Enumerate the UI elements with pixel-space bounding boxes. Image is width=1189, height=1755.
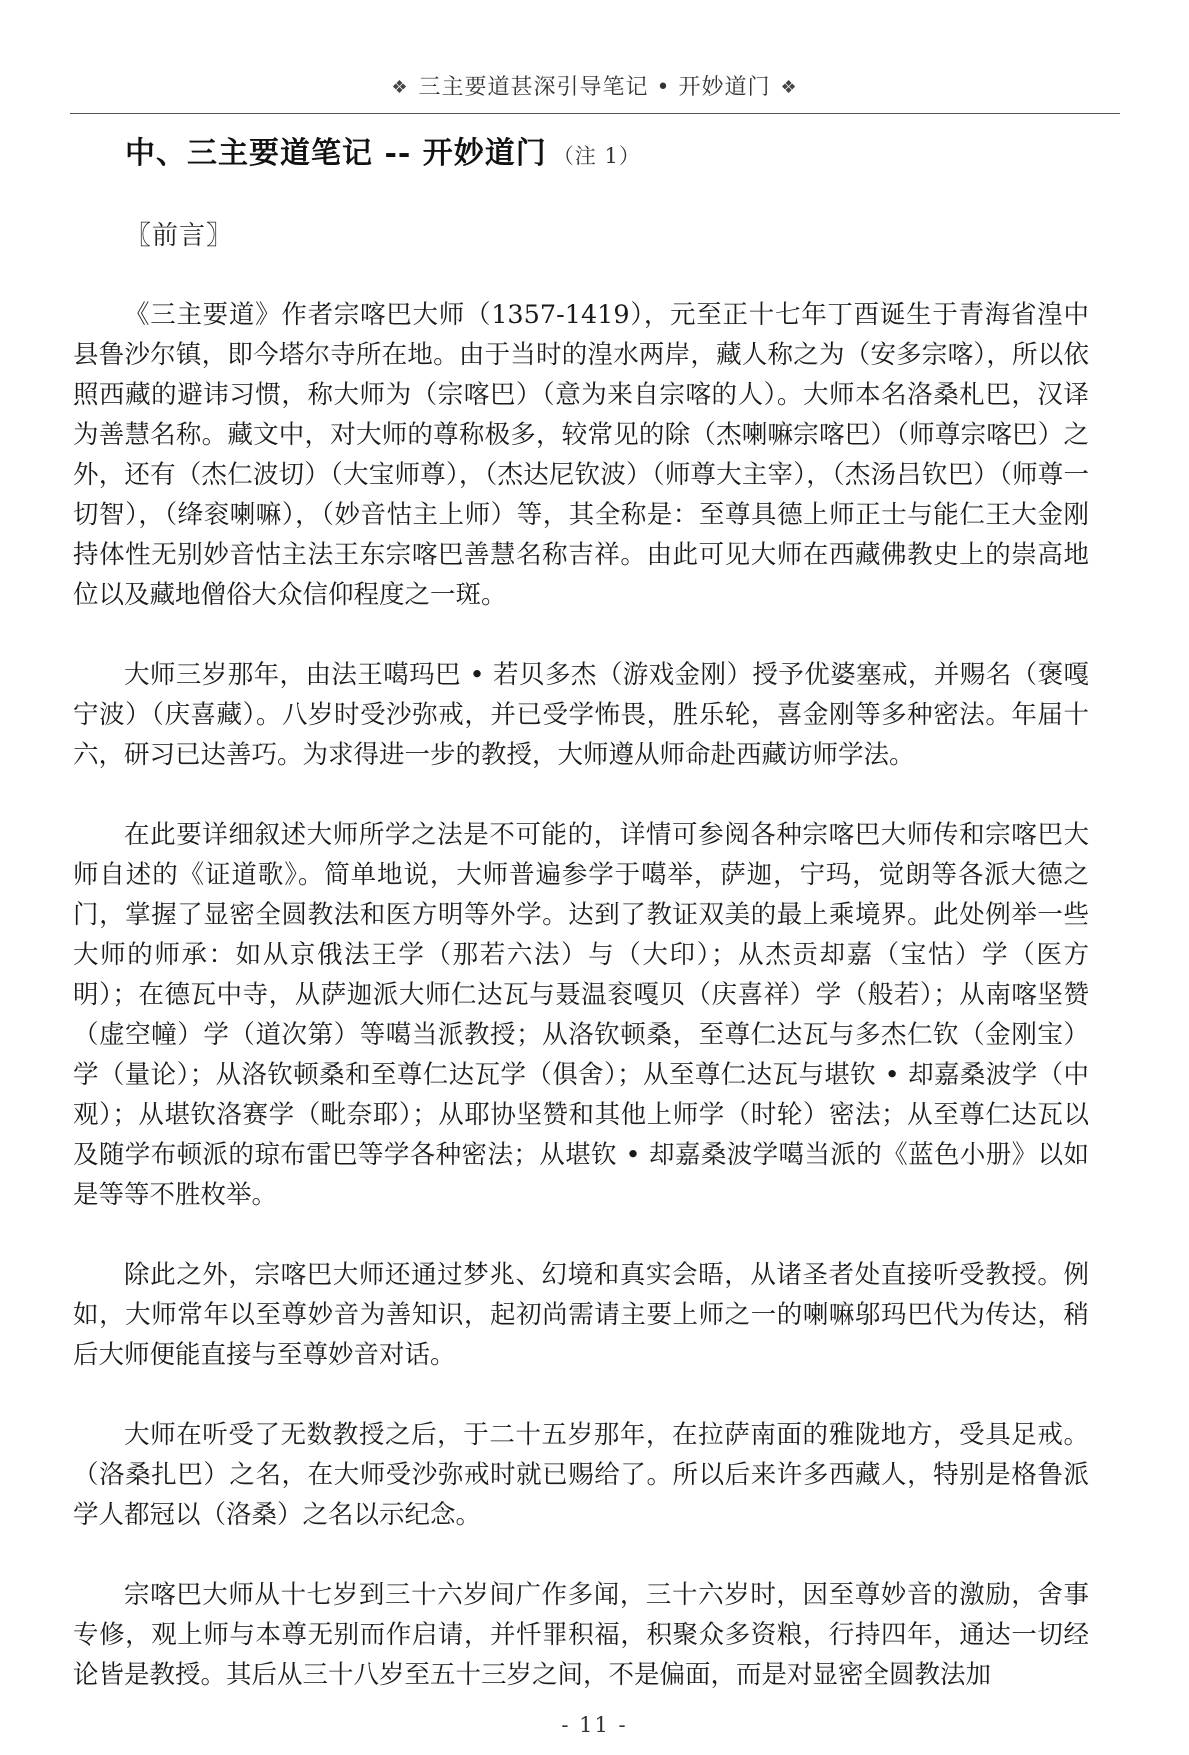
page-number: - 11 - (561, 1713, 628, 1737)
paragraph: 除此之外，宗喀巴大师还通过梦兆、幻境和真实会晤，从诸圣者处直接听受教授。例如，大师常年以至尊妙音为善知识，起初尚需请主要上师之一的喇嘛邬玛巴代为传达，稍后大师便能直接与至尊妙音对话。 (73, 1260, 1089, 1370)
chapter-title (125, 128, 641, 172)
running-header (0, 70, 1189, 101)
section-heading: 〖前言〗 (125, 221, 234, 251)
chapter-title-text: 中、三主要道笔记 -- 开妙道门 (125, 136, 547, 171)
header-divider (70, 113, 1120, 114)
paragraph: 大师三岁那年，由法王噶玛巴 • 若贝多杰（游戏金刚）授予优婆塞戒，并赐名（褒嘎宁波）（庆喜藏）。八岁时受沙弥戒，并已受学怖畏，胜乐轮，喜金刚等多种密法。年届十六，研习已达善巧。为求得进一步的教授，大师遵从师命赴西藏访师学法。 (73, 660, 1089, 770)
paragraph: 《三主要道》作者宗喀巴大师（1357-1419），元至正十七年丁酉诞生于青海省湟中县鲁沙尔镇，即今塔尔寺所在地。由于当时的湟水两岸，藏人称之为（安多宗喀），所以依照西藏的避讳习惯，称大师为（宗喀巴）（意为来自宗喀的人）。大师本名洛桑札巴，汉译为善慧名称。藏文中，对大师的尊称极多，较常见的除（杰喇嘛宗喀巴）（师尊宗喀巴）之外，还有（杰仁波切）（大宝师尊），（杰达尼钦波）（师尊大主宰），（杰汤吕钦巴）（师尊一切智），（绛衮喇嘛），（妙音怙主上师）等，其全称是：至尊具德上师正士与能仁王大金刚持体性无别妙音怙主法王东宗喀巴善慧名称吉祥。由此可见大师在西藏佛教史上的崇高地位以及藏地僧俗大众信仰程度之一斑。 (73, 300, 1089, 610)
body-text (73, 295, 1089, 1695)
paragraph: 在此要详细叙述大师所学之法是不可能的，详情可参阅各种宗喀巴大师传和宗喀巴大师自述的《证道歌》。简单地说，大师普遍参学于噶举，萨迦，宁玛，觉朗等各派大德之门，掌握了显密全圆教法和医方明等外学。达到了教证双美的最上乘境界。此处例举一些大师的师承：如从京俄法王学（那若六法）与（大印）；从杰贡却嘉（宝怙）学（医方明）；在德瓦中寺，从萨迦派大师仁达瓦与聂温衮嘎贝（庆喜祥）学（般若）；从南喀坚赞（虚空幢）学（道次第）等噶当派教授；从洛钦顿桑，至尊仁达瓦与多杰仁钦（金刚宝）学（量论）；从洛钦顿桑和至尊仁达瓦学（俱舍）；从至尊仁达瓦与堪钦 • 却嘉桑波学（中观）；从堪钦洛赛学（毗奈耶）；从耶协坚赞和其他上师学（时轮）密法；从至尊仁达瓦以及随学布顿派的琼布雷巴等学各种密法；从堪钦 • 却嘉桑波学噶当派的《蓝色小册》以如是等等不胜枚举。 (73, 820, 1089, 1210)
paragraph: 大师在听受了无数教授之后，于二十五岁那年，在拉萨南面的雅陇地方，受具足戒。（洛桑扎巴）之名，在大师受沙弥戒时就已赐给了。所以后来许多西藏人，特别是格鲁派学人都冠以（洛桑）之名以示纪念。 (73, 1420, 1089, 1530)
paragraph: 宗喀巴大师从十七岁到三十六岁间广作多闻，三十六岁时，因至尊妙音的激励，舍事专修，观上师与本尊无别而作启请，并忏罪积福，积聚众多资粮，行持四年，通达一切经论皆是教授。其后从三十八岁至五十三岁之间，不是偏面，而是对显密全圆教法加 (73, 1580, 1089, 1690)
chapter-footnote-ref: （注 1） (552, 144, 641, 168)
running-title: 三主要道甚深引导笔记 • 开妙道门 (418, 75, 771, 100)
ornament-right-icon: ❖ (780, 77, 798, 98)
ornament-left-icon: ❖ (391, 77, 409, 98)
